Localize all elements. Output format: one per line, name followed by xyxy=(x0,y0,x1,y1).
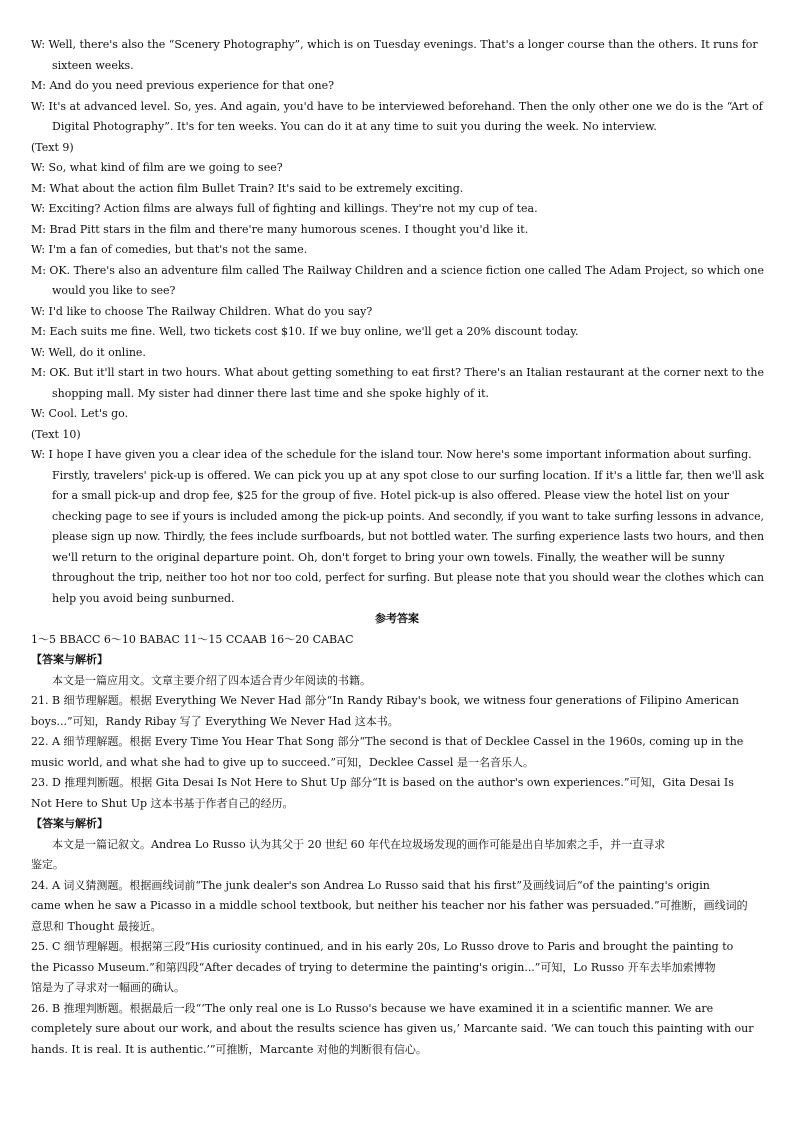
text-line: W: I'd like to choose The Railway Children. What do you say? xyxy=(31,305,373,318)
text-line: 鉴定。 xyxy=(31,858,64,871)
text-line: W: So, what kind of film are we going to see? xyxy=(31,161,283,174)
analysis-heading: 【答案与解析】 xyxy=(31,653,108,666)
text-line: checking page to see if yours is included among the pick-up points. And secondly, if you want to take surfing lessons in advance, xyxy=(52,510,765,523)
text-line: 25. C 细节理解题。根据第三段“His curiosity continued, and in his early 20s, Lo Russo drove to Paris and brought the painting to xyxy=(31,940,734,953)
text-line: 馆是为了寻求对一幅画的确认。 xyxy=(31,981,185,994)
text-line: 22. A 细节理解题。根据 Every Time You Hear That Song 部分“The second is that of Decklee Cassel in the 1960s, coming up in the xyxy=(31,735,744,748)
text-line: M: What about the action film Bullet Train? It's said to be extremely exciting. xyxy=(31,182,464,195)
text-line: we'll return to the original departure point. Oh, don't forget to bring your own towels. Finally, the weather will be sunny xyxy=(52,551,725,564)
text-line: throughout the trip, neither too hot nor too cold, perfect for surfing. But please note that you should wear the clothes which can xyxy=(52,571,765,584)
text-line: W: I'm a fan of comedies, but that's not the same. xyxy=(31,243,308,256)
text-line: completely sure about our work, and about the results science has given us,’ Marcante said. ‘We can touch this painting with our xyxy=(31,1022,754,1035)
text-line: shopping mall. My sister had dinner there last time and she spoke highly of it. xyxy=(52,387,490,400)
text-line: M: Brad Pitt stars in the film and there're many humorous scenes. I thought you'd like it. xyxy=(31,223,529,236)
text-line: Digital Photography”. It's for ten weeks. You can do it at any time to suit you during the week. No interview. xyxy=(52,120,657,133)
text-line: W: Exciting? Action films are always full of fighting and killings. They're not my cup of tea. xyxy=(31,202,538,215)
answer-key: 1～5 BBACC 6～10 BABAC 11～15 CCAAB 16～20 CABAC xyxy=(31,633,354,646)
answers-heading: 参考答案 xyxy=(375,612,419,625)
analysis-heading: 【答案与解析】 xyxy=(31,817,108,830)
text-line: Firstly, travelers' pick-up is offered. We can pick you up at any spot close to our surfing location. If it's a little far, then we'll ask xyxy=(52,469,764,482)
text-line: boys...”可知，Randy Ribay 写了 Everything We Never Had 这本书。 xyxy=(31,715,399,728)
text-line: W: Cool. Let's go. xyxy=(31,407,129,420)
text-line: the Picasso Museum.”和第四段“After decades of trying to determine the painting's origin...”可知，Lo Russo 开车去毕加索博物 xyxy=(31,961,716,974)
section-label: (Text 10) xyxy=(31,428,81,441)
text-line: please sign up now. Thirdly, the fees include surfboards, but not bottled water. The surfing experience lasts two hours, and then xyxy=(52,530,765,543)
text-line: W: Well, there's also the “Scenery Photography”, which is on Tuesday evenings. That's a longer course than the others. It runs for xyxy=(31,38,758,51)
text-line: 26. B 推理判断题。根据最后一段“‘The only real one is Lo Russo's because we have examined it in a scientific manner. We are xyxy=(31,1002,714,1015)
text-line: M: And do you need previous experience for that one? xyxy=(31,79,334,92)
text-line: W: It's at advanced level. So, yes. And again, you'd have to be interviewed beforehand. Then the only other one we do is the “Art of xyxy=(31,100,763,113)
section-label: (Text 9) xyxy=(31,141,74,154)
text-line: M: Each suits me fine. Well, two tickets cost $10. If we buy online, we'll get a 20% discount today. xyxy=(31,325,579,338)
text-line: 21. B 细节理解题。根据 Everything We Never Had 部分“In Randy Ribay's book, we witness four generations of Filipino American xyxy=(31,694,739,707)
text-line: 24. A 词义猜测题。根据画线词前“The junk dealer's son Andrea Lo Russo said that his first”及画线词后“of the painting's origin xyxy=(31,879,710,892)
text-line: sixteen weeks. xyxy=(52,59,134,72)
text-line: 23. D 推理判断题。根据 Gita Desai Is Not Here to Shut Up 部分“It is based on the author's own experiences.”可知，Gita Desai Is xyxy=(31,776,734,789)
text-line: W: Well, do it online. xyxy=(31,346,146,359)
text-line: 本文是一篇应用文。文章主要介绍了四本适合青少年阅读的书籍。 xyxy=(52,674,371,687)
text-line: came when he saw a Picasso in a middle school textbook, but neither his teacher nor his father was persuaded.”可推断，画线词的 xyxy=(31,899,748,912)
text-line: for a small pick-up and drop fee, $25 for the group of five. Hotel pick-up is also offered. Please view the hotel list on your xyxy=(52,489,730,502)
text-line: hands. It is real. It is authentic.’”可推断，Marcante 对他的判断很有信心。 xyxy=(31,1043,427,1056)
text-line: help you avoid being sunburned. xyxy=(52,592,235,605)
text-line: 本文是一篇记叙文。Andrea Lo Russo 认为其父于 20 世纪 60 年代在垃圾场发现的画作可能是出自毕加索之手，并一直寻求 xyxy=(52,838,666,851)
text-line: music world, and what she had to give up to succeed.”可知，Decklee Cassel 是一名音乐人。 xyxy=(31,756,534,769)
text-line: 意思和 Thought 最接近。 xyxy=(31,920,162,933)
text-line: would you like to see? xyxy=(52,284,176,297)
text-line: M: OK. There's also an adventure film called The Railway Children and a science fiction one called The Adam Project, so which one xyxy=(31,264,764,277)
text-line: W: I hope I have given you a clear idea of the schedule for the island tour. Now here's some important information about surfing. xyxy=(31,448,752,461)
text-line: M: OK. But it'll start in two hours. What about getting something to eat first? There's an Italian restaurant at the corner next to the xyxy=(31,366,764,379)
text-line: Not Here to Shut Up 这本书基于作者自己的经历。 xyxy=(31,797,294,810)
